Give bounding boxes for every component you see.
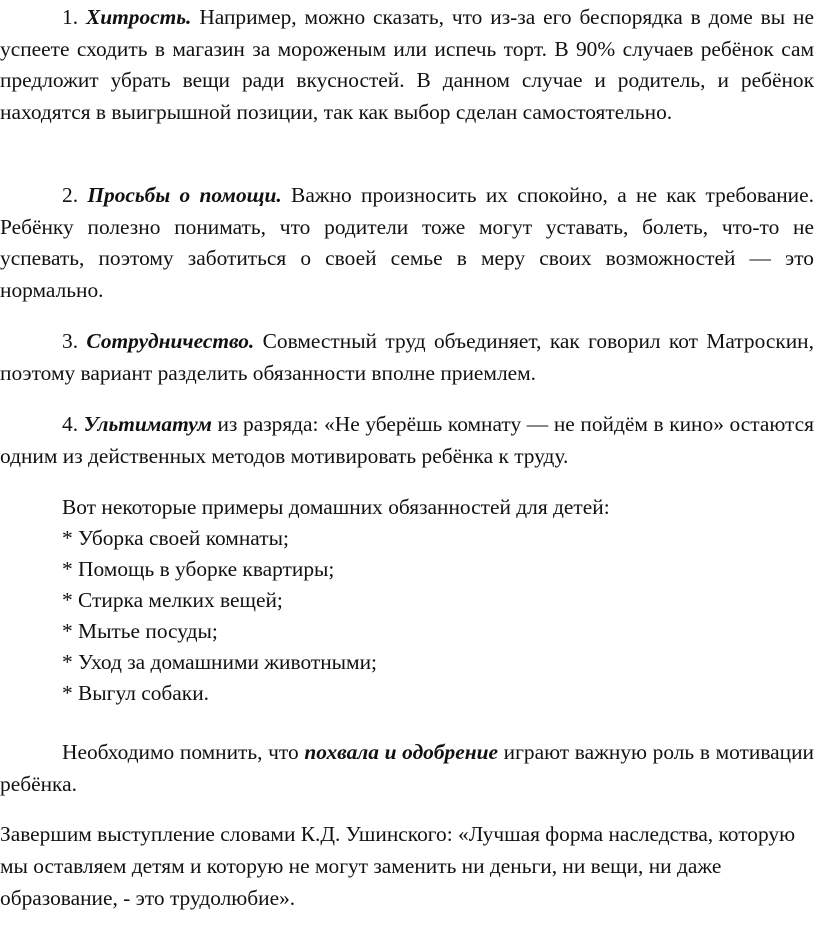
item-2-number: 2. <box>62 183 79 207</box>
item-3-title: Сотрудничество. <box>86 329 255 353</box>
item-4-title: Ультиматум <box>83 412 212 436</box>
chores-block <box>0 492 610 709</box>
item-3-number: 3. <box>62 329 79 353</box>
paragraph-item-1 <box>0 2 814 128</box>
closing-paragraph: Завершим выступление словами К.Д. Ушинского: «Лучшая форма наследства, которую мы оставляем детям и которую не могут заменить ни деньги, ни вещи, ни даже образование, - это трудолюбие». <box>0 822 796 910</box>
item-1-title: Хитрость. <box>85 5 192 29</box>
paragraph-item-3 <box>0 326 814 389</box>
chore-list-item: * Уход за домашними животными; <box>62 650 377 674</box>
chore-list-item: * Выгул собаки. <box>62 681 209 705</box>
item-4-text: из разряда: «Не уберёшь комнату — не пойдём в кино» остаются одним из действенных методов мотивировать ребёнка к труду. <box>0 412 814 468</box>
chores-intro: Вот некоторые примеры домашних обязанностей для детей: <box>62 495 610 519</box>
item-4-number: 4. <box>62 412 79 436</box>
item-1-text: Например, можно сказать, что из-за его беспорядка в доме вы не успеете сходить в магазин за мороженым или испечь торт. В 90% случаев ребёнок сам предложит убрать вещи ради вкусностей. В данном случае и родитель, и ребёнок находятся в выигрышной позиции, так как выбор сделан самостоятельно. <box>0 5 814 124</box>
chore-list-item: * Стирка мелких вещей; <box>62 588 283 612</box>
paragraph-item-4 <box>0 409 814 472</box>
chore-list-item: * Мытье посуды; <box>62 619 218 643</box>
praise-paragraph <box>0 737 814 800</box>
item-3-text: Совместный труд объединяет, как говорил кот Матроскин, поэтому вариант разделить обязанности вполне приемлем. <box>0 329 814 385</box>
praise-after: играют важную роль в мотивации ребёнка. <box>0 740 814 796</box>
chore-list-item: * Уборка своей комнаты; <box>62 526 289 550</box>
item-2-title: Просьбы о помощи. <box>87 183 282 207</box>
paragraph-item-2 <box>0 180 814 306</box>
item-1-number: 1. <box>62 5 79 29</box>
chore-list-item: * Помощь в уборке квартиры; <box>62 557 335 581</box>
item-2-text: Важно произносить их спокойно, а не как требование. Ребёнку полезно понимать, что родители тоже могут уставать, болеть, что-то не успевать, поэтому заботиться о своей семье в меру своих возможностей — это нормально. <box>0 183 814 302</box>
praise-before: Необходимо помнить, что <box>62 740 299 764</box>
praise-emphasis: похвала и одобрение <box>304 740 499 764</box>
